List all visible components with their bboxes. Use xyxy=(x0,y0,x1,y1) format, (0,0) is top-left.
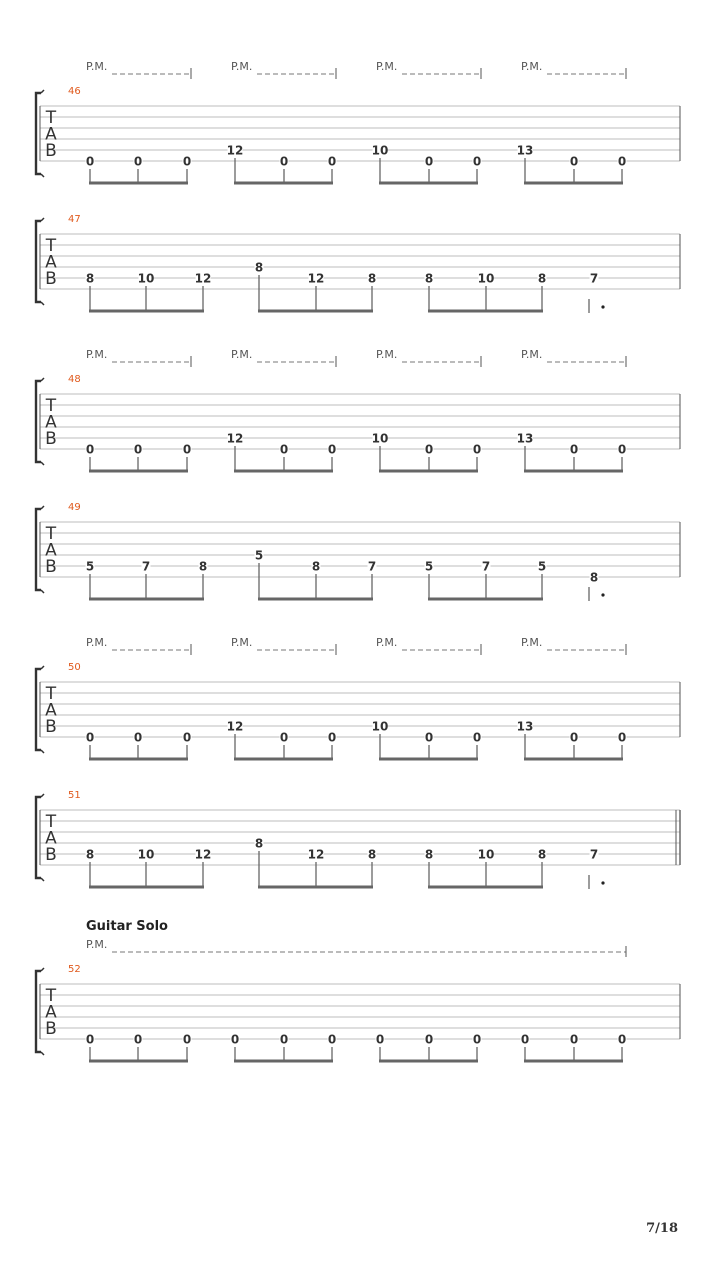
tab-clef-letter: A xyxy=(45,1002,57,1023)
fret-number: 0 xyxy=(327,730,337,745)
fret-number: 5 xyxy=(85,559,95,574)
fret-number: 0 xyxy=(472,442,482,457)
tab-clef-letter: B xyxy=(45,269,57,289)
tab-clef-letter: B xyxy=(45,845,57,865)
fret-number: 0 xyxy=(520,1032,530,1047)
fret-number: 10 xyxy=(371,719,389,734)
tab-clef-letter: A xyxy=(45,700,57,721)
staff-bracket xyxy=(41,302,44,305)
fret-number: 12 xyxy=(307,847,325,862)
palm-mute-label: P.M. xyxy=(86,348,108,361)
fret-number: 0 xyxy=(472,730,482,745)
fret-number: 8 xyxy=(367,271,377,286)
fret-number: 0 xyxy=(133,1032,143,1047)
tab-system-48 xyxy=(36,348,680,471)
fret-number: 0 xyxy=(182,1032,192,1047)
measure-number: 48 xyxy=(68,374,81,385)
fret-number: 7 xyxy=(589,271,599,286)
fret-number: 10 xyxy=(477,847,495,862)
palm-mute-label: P.M. xyxy=(521,60,543,73)
fret-number: 0 xyxy=(182,442,192,457)
palm-mute-label: P.M. xyxy=(376,60,398,73)
tab-system-52 xyxy=(36,919,680,1061)
fret-number: 10 xyxy=(137,271,155,286)
staff-bracket xyxy=(41,378,44,381)
tab-clef-letter: T xyxy=(45,524,57,544)
fret-number: 0 xyxy=(133,442,143,457)
fret-number: 0 xyxy=(617,442,627,457)
tab-clef-letter: T xyxy=(45,108,57,128)
tab-clef-letter: B xyxy=(45,1019,57,1039)
fret-number: 8 xyxy=(85,271,95,286)
fret-number: 0 xyxy=(327,442,337,457)
fret-number: 8 xyxy=(424,271,434,286)
palm-mute-label: P.M. xyxy=(376,348,398,361)
fret-number: 8 xyxy=(254,260,264,275)
fret-number: 8 xyxy=(198,559,208,574)
tab-system-51 xyxy=(36,790,680,889)
palm-mute-label: P.M. xyxy=(86,636,108,649)
fret-number: 0 xyxy=(182,154,192,169)
staff-bracket xyxy=(41,1052,44,1055)
dot xyxy=(601,305,604,308)
fret-number: 0 xyxy=(617,154,627,169)
fret-number: 5 xyxy=(424,559,434,574)
palm-mute-label: P.M. xyxy=(231,348,253,361)
tab-clef-letter: T xyxy=(45,812,57,832)
tab-clef-letter: B xyxy=(45,557,57,577)
fret-number: 0 xyxy=(85,442,95,457)
measure-number: 46 xyxy=(68,86,81,97)
measure-number: 51 xyxy=(68,790,81,801)
fret-number: 12 xyxy=(307,271,325,286)
dot xyxy=(601,881,604,884)
palm-mute-label: P.M. xyxy=(521,636,543,649)
tab-clef-letter: T xyxy=(45,396,57,416)
fret-number: 0 xyxy=(230,1032,240,1047)
fret-number: 8 xyxy=(254,836,264,851)
fret-number: 12 xyxy=(194,271,212,286)
tab-clef-letter: A xyxy=(45,412,57,433)
staff-bracket xyxy=(41,462,44,465)
staff-bracket xyxy=(41,878,44,881)
fret-number: 0 xyxy=(569,154,579,169)
fret-number: 7 xyxy=(589,847,599,862)
fret-number: 8 xyxy=(85,847,95,862)
staff-bracket xyxy=(41,968,44,971)
tab-clef-letter: T xyxy=(45,684,57,704)
staff-bracket xyxy=(41,666,44,669)
measure-number: 49 xyxy=(68,502,81,513)
fret-number: 8 xyxy=(537,847,547,862)
fret-number: 0 xyxy=(617,1032,627,1047)
fret-number: 8 xyxy=(424,847,434,862)
fret-number: 0 xyxy=(85,154,95,169)
fret-number: 0 xyxy=(424,1032,434,1047)
fret-number: 0 xyxy=(424,154,434,169)
fret-number: 0 xyxy=(472,1032,482,1047)
staff-bracket xyxy=(41,218,44,221)
staff-bracket xyxy=(41,590,44,593)
palm-mute-label: P.M. xyxy=(376,636,398,649)
tab-clef-letter: A xyxy=(45,540,57,561)
tab-clef-letter: B xyxy=(45,429,57,449)
fret-number: 5 xyxy=(537,559,547,574)
tab-clef-letter: A xyxy=(45,828,57,849)
staff-bracket xyxy=(41,90,44,93)
tab-clef-letter: T xyxy=(45,236,57,256)
staff-bracket xyxy=(41,750,44,753)
staff-bracket xyxy=(41,794,44,797)
tab-system-46 xyxy=(36,60,680,183)
fret-number: 12 xyxy=(226,431,244,446)
fret-number: 7 xyxy=(481,559,491,574)
palm-mute-label: P.M. xyxy=(521,348,543,361)
fret-number: 5 xyxy=(254,548,264,563)
tab-clef-letter: B xyxy=(45,141,57,161)
fret-number: 0 xyxy=(569,1032,579,1047)
fret-number: 8 xyxy=(537,271,547,286)
fret-number: 0 xyxy=(279,730,289,745)
fret-number: 0 xyxy=(279,154,289,169)
fret-number: 0 xyxy=(617,730,627,745)
staff-bracket xyxy=(41,506,44,509)
fret-number: 8 xyxy=(589,570,599,585)
page-number: 7/18 xyxy=(646,1221,678,1236)
tab-clef-letter: A xyxy=(45,252,57,273)
staff-bracket xyxy=(41,174,44,177)
tab-clef-letter: A xyxy=(45,124,57,145)
tab-system-47 xyxy=(36,214,680,313)
fret-number: 0 xyxy=(472,154,482,169)
fret-number: 0 xyxy=(569,442,579,457)
fret-number: 8 xyxy=(311,559,321,574)
fret-number: 0 xyxy=(327,154,337,169)
measure-number: 47 xyxy=(68,214,81,225)
fret-number: 0 xyxy=(424,730,434,745)
fret-number: 0 xyxy=(182,730,192,745)
fret-number: 12 xyxy=(226,143,244,158)
fret-number: 13 xyxy=(516,431,534,446)
fret-number: 10 xyxy=(477,271,495,286)
palm-mute-label: P.M. xyxy=(86,60,108,73)
fret-number: 7 xyxy=(141,559,151,574)
measure-number: 50 xyxy=(68,662,81,673)
fret-number: 0 xyxy=(133,730,143,745)
tab-system-49 xyxy=(36,502,680,601)
fret-number: 10 xyxy=(371,143,389,158)
fret-number: 0 xyxy=(279,1032,289,1047)
fret-number: 0 xyxy=(569,730,579,745)
fret-number: 12 xyxy=(226,719,244,734)
fret-number: 7 xyxy=(367,559,377,574)
tab-clef-letter: B xyxy=(45,717,57,737)
tab-system-50 xyxy=(36,636,680,759)
fret-number: 12 xyxy=(194,847,212,862)
fret-number: 0 xyxy=(327,1032,337,1047)
fret-number: 0 xyxy=(375,1032,385,1047)
section-label: Guitar Solo xyxy=(86,919,168,934)
measure-number: 52 xyxy=(68,964,81,975)
fret-number: 0 xyxy=(85,1032,95,1047)
fret-number: 0 xyxy=(424,442,434,457)
fret-number: 0 xyxy=(133,154,143,169)
fret-number: 0 xyxy=(279,442,289,457)
fret-number: 10 xyxy=(137,847,155,862)
palm-mute-label: P.M. xyxy=(231,636,253,649)
fret-number: 13 xyxy=(516,143,534,158)
fret-number: 10 xyxy=(371,431,389,446)
fret-number: 0 xyxy=(85,730,95,745)
palm-mute-label: P.M. xyxy=(86,938,108,951)
fret-number: 13 xyxy=(516,719,534,734)
palm-mute-label: P.M. xyxy=(231,60,253,73)
fret-number: 8 xyxy=(367,847,377,862)
tab-clef-letter: T xyxy=(45,986,57,1006)
dot xyxy=(601,593,604,596)
